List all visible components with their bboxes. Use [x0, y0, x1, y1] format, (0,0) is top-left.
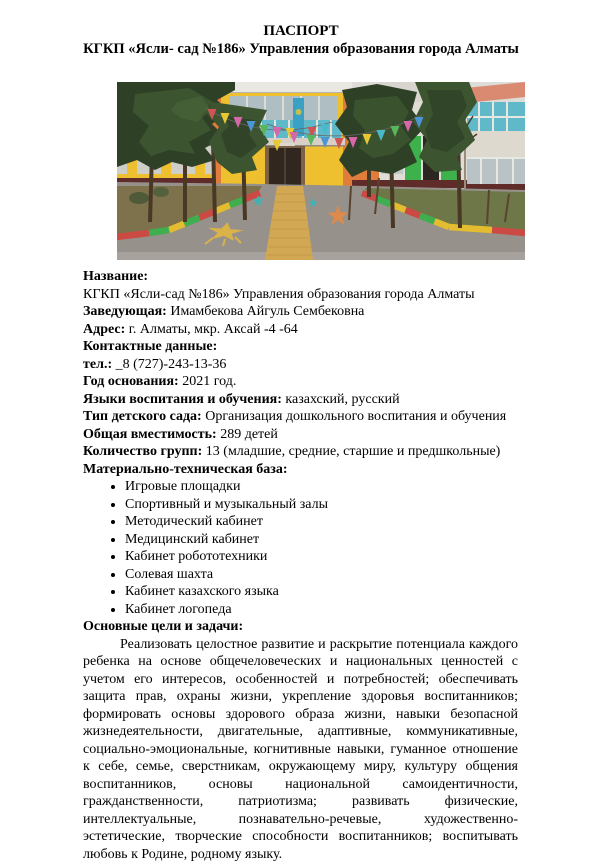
facility-item: • Кабинет казахского языка [125, 583, 518, 601]
detail-value: _8 (727)-243-13-36 [112, 357, 226, 372]
detail-row [83, 338, 518, 356]
detail-row [83, 426, 518, 444]
detail-value: Организация дошкольного воспитания и обучения [202, 409, 507, 424]
detail-row [83, 356, 518, 374]
detail-value: 289 детей [217, 427, 278, 442]
detail-value: Имамбекова Айгуль Сембековна [167, 304, 365, 319]
detail-row [83, 321, 518, 339]
passport-details [83, 268, 518, 863]
detail-label: Контактные данные: [83, 339, 217, 354]
goals-paragraph: Реализовать целостное развитие и раскрытие потенциала каждого ребенка на основе общечеловеческих и национальных ценностей с учетом его интересов, особенностей и потребностей; обеспечивать защита прав, охраны жизни, укрепление здоровья воспитанников; формировать основы здорового образа жизни, навыки безопасной жизнедеятельности, двигательные, адаптивные, коммуникативные, социально-эмоциональные, когнитивные навыки, гуманное отношение к себе, семье, сверстникам, окружающему миру, культуру общения воспитанников, основы национальной самоидентичности, гражданственности, патриотизма; развивать физические, интеллектуальные, познавательно-речевые, художественно-эстетические, творческие способности воспитанников; воспитывать любовь к Родине, родному языку. [83, 636, 518, 863]
detail-value: 2021 год. [179, 374, 237, 389]
kindergarten-photo [117, 82, 525, 260]
detail-label: Языки воспитания и обучения: [83, 392, 282, 407]
facility-item: • Кабинет робототехники [125, 548, 518, 566]
detail-row [83, 443, 518, 461]
detail-label: Заведующая: [83, 304, 167, 319]
detail-label: тел.: [83, 357, 112, 372]
detail-label: Материально-техническая база: [83, 462, 288, 477]
document-header [0, 0, 602, 58]
detail-row [83, 286, 518, 304]
facility-item: • Спортивный и музыкальный залы [125, 496, 518, 514]
facility-item: • Кабинет логопеда [125, 601, 518, 619]
detail-row [83, 373, 518, 391]
kazakh-flag [293, 98, 304, 136]
detail-label: Общая вместимость: [83, 427, 217, 442]
facilities-list [83, 478, 518, 618]
detail-value: КГКП «Ясли-сад №186» Управления образования города Алматы [83, 287, 475, 302]
detail-value: 13 (младшие, средние, старшие и предшкольные) [202, 444, 500, 459]
page-subtitle: КГКП «Ясли- сад №186» Управления образования города Алматы [0, 40, 602, 58]
goals-heading: Основные цели и задачи: [83, 618, 518, 636]
detail-row [83, 461, 518, 479]
detail-label: Год основания: [83, 374, 179, 389]
facility-item: • Методический кабинет [125, 513, 518, 531]
courtyard-ground [117, 182, 525, 260]
facility-item: • Медицинский кабинет [125, 531, 518, 549]
detail-row [83, 408, 518, 426]
detail-value: г. Алматы, мкр. Аксай -4 -64 [125, 322, 298, 337]
detail-row [83, 391, 518, 409]
detail-label: Количество групп: [83, 444, 202, 459]
facility-item: • Игровые площадки [125, 478, 518, 496]
detail-value: казахский, русский [282, 392, 400, 407]
detail-row [83, 303, 518, 321]
detail-label: Тип детского сада: [83, 409, 202, 424]
kindergarten-photo-illustration [117, 82, 525, 260]
page-title: ПАСПОРТ [0, 22, 602, 40]
detail-row [83, 268, 518, 286]
detail-label: Название: [83, 269, 148, 284]
facility-item: • Солевая шахта [125, 566, 518, 584]
detail-label: Адрес: [83, 322, 125, 337]
